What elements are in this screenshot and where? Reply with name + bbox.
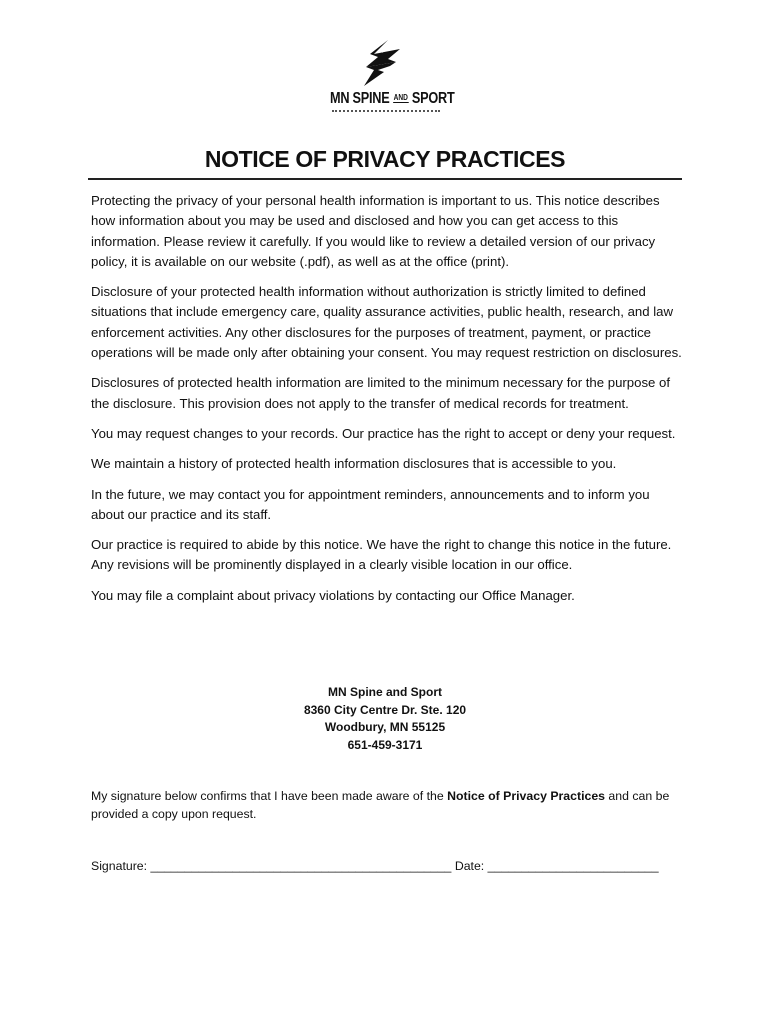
- date-field[interactable]: _________________________: [487, 859, 659, 873]
- confirmation-bold-title: Notice of Privacy Practices: [447, 789, 606, 803]
- office-name: MN Spine and Sport: [328, 685, 442, 699]
- paragraph-minimum-necessary: Disclosures of protected health information are limited to the minimum necessary for the purpose of the disclosure. This provision does not apply to the transfer of medical records for treatment.: [91, 375, 671, 411]
- office-city: Woodbury, MN 55125: [324, 720, 446, 734]
- notice-body: [91, 191, 685, 616]
- logo-wordmark: [330, 90, 455, 108]
- signature-field[interactable]: ____________________________________________: [150, 859, 452, 873]
- logo-and: AND: [393, 93, 408, 102]
- paragraph-record-changes: You may request changes to your records. Our practice has the right to accept or deny your request.: [91, 425, 676, 441]
- paragraph-disclosure-history: We maintain a history of protected health information disclosures that is accessible to you.: [91, 456, 617, 472]
- lightning-s-logo-mark: [326, 40, 442, 90]
- signature-label: Signature:: [91, 859, 151, 873]
- office-street: 8360 City Centre Dr. Ste. 120: [303, 702, 467, 717]
- date-label: Date:: [451, 859, 488, 873]
- paragraph-notice-revisions: Our practice is required to abide by this notice. We have the right to change this notice in the future. Any revisions will be prominently displayed in a clearly visible location in our office.: [91, 537, 672, 573]
- logo-sport: SPORT: [411, 90, 455, 107]
- paragraph-disclosure-limits: Disclosure of your protected health information without authorization is strictly limited to defined situations that include emergency care, quality assurance activities, public health, research, and law enforcement activities. Any other disclosures for the purposes of treatment, payment, or practice operations will be made only after obtaining your consent. You may request restriction on disclosures.: [91, 284, 682, 361]
- confirmation-lead: My signature below confirms that I have been made aware of the: [91, 789, 448, 803]
- office-address-block: [200, 684, 570, 754]
- office-phone: 651-459-3171: [347, 737, 423, 752]
- signature-confirmation-text: [91, 787, 691, 823]
- page-title: NOTICE OF PRIVACY PRACTICES: [204, 146, 566, 172]
- logo-tagline-dots: [332, 110, 440, 114]
- mn-spine-and-sport-logo: [326, 40, 455, 118]
- signature-date-line: [91, 857, 691, 875]
- paragraph-future-contact: In the future, we may contact you for appointment reminders, announcements and to inform you about our practice and its staff.: [91, 486, 650, 522]
- paragraph-complaint: You may file a complaint about privacy violations by contacting our Office Manager.: [91, 587, 575, 603]
- logo-name: MN SPINE: [330, 90, 390, 107]
- confirmation-tail: and can be provided a copy upon request.: [91, 789, 670, 821]
- paragraph-privacy-intro: Protecting the privacy of your personal health information is important to us. This notice describes how information about you may be used and disclosed and how you can get access to this information. Please review it carefully. If you would like to review a detailed version of our privacy policy, it is available on our website (.pdf), as well as at the office (print).: [91, 193, 660, 269]
- title-underline: [88, 178, 682, 180]
